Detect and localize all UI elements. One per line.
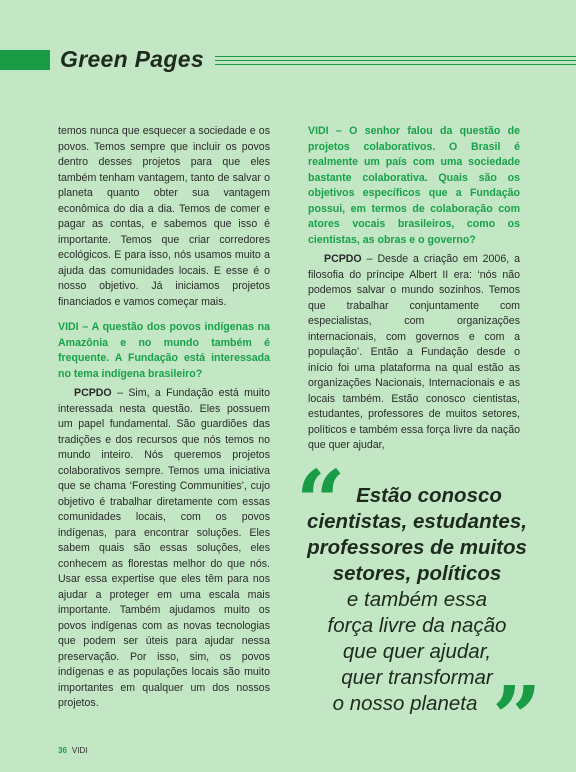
pull-quote-line: e também essa bbox=[346, 588, 488, 611]
article-column-left bbox=[58, 124, 270, 712]
speaker-label: PCPDO bbox=[324, 253, 362, 265]
page-footer bbox=[58, 746, 87, 755]
header-accent-bar bbox=[0, 50, 50, 70]
magazine-name: VIDI bbox=[71, 746, 88, 755]
section-header bbox=[0, 46, 576, 76]
pull-quote-line: força livre da nação bbox=[327, 614, 507, 637]
pull-quote bbox=[292, 452, 542, 769]
article-column-right bbox=[308, 124, 520, 454]
interview-answer bbox=[308, 252, 520, 454]
open-quote-icon: “ bbox=[296, 452, 346, 553]
pull-quote-line: quer transformar bbox=[341, 666, 493, 689]
interview-question: VIDI – A questão dos povos indígenas na Amazônia e no mundo também é frequente. A Fundação está interessada no tema indígena brasileiro? bbox=[58, 321, 270, 380]
pull-quote-line: o nosso planeta bbox=[332, 692, 478, 715]
paragraph: temos nunca que esquecer a sociedade e os povos. Temos sempre que incluir os povos dentro desses projetos para que eles também tenham vantagem, tanto de salvar o planeta quanto obter sua vantagem econômica do dia a dia. Temos de comer e pagar as contas, e sabemos que isso é importante. Temos que criar corredores ecológicos. E para isso, nós usamos muito a ajuda das comunidades locais. E esse é o nosso objetivo. Já iniciamos projetos financiados e vamos começar mais. bbox=[58, 125, 270, 308]
section-title: Green Pages bbox=[60, 46, 204, 72]
header-rule bbox=[215, 56, 576, 57]
answer-text: – Desde a criação em 2006, a filosofia do príncipe Albert II era: ‘nós não podemos salvar o mundo sozinhos. Temos que trabalhar conjuntamente com especialistas, com organizações internacionais, com governos e com a população’. Então a Fundação desde o início foi uma plataforma na qual estão as organizações Nacionais, Internacionais e as locais também. Estão conosco cientistas, estudantes, professores de muitos setores, políticos e também essa força livre da nação que quer ajudar, bbox=[308, 253, 520, 451]
pull-quote-line: professores de muitos bbox=[307, 536, 527, 559]
close-quote-icon: ” bbox=[492, 668, 542, 769]
header-rule bbox=[215, 60, 576, 61]
answer-text: – Sim, a Fundação está muito interessada nesta questão. Eles possuem um papel fundamental. São guardiões das tradições e dos recursos que nós temos no mundo inteiro. Nós queremos projetos colaborativos sempre. Temos uma iniciativa que se chama ‘Foresting Communities’, cujo objetivo é trabalhar diretamente com essas comunidades locais, com os povos indígenas, para encontrar soluções. Eles sabem quais são essas soluções, eles conhecem as florestas melhor do que nós. Usar essa expertise que eles têm para nos ajudar a proteger em uma escala mais importante. Também ajudamos muito os povos indígenas com as novas tecnologias que podem ser úteis para ajudar nessa preservação. Por isso, sim, os povos indígenas e as populações locais são muito importantes em qualquer um dos nossos projetos. bbox=[58, 387, 270, 709]
pull-quote-line: Estão conosco bbox=[356, 484, 502, 507]
pull-quote-line: setores, políticos bbox=[332, 562, 502, 585]
pull-quote-line: que quer ajudar, bbox=[342, 640, 492, 663]
speaker-label: PCPDO bbox=[74, 387, 112, 399]
page-number: 36 bbox=[58, 746, 67, 755]
pull-quote-line: cientistas, estudantes, bbox=[307, 510, 527, 533]
interview-question: VIDI – O senhor falou da questão de projetos colaborativos. O Brasil é realmente um país com uma sociedade bastante colaborativa. Quais são os objetivos específicos que a Fundação possui, em termos de colaboração com atores vocais brasileiros, como os cientistas, as obras e o governo? bbox=[308, 125, 520, 246]
header-rule bbox=[215, 64, 576, 65]
interview-answer bbox=[58, 386, 270, 712]
